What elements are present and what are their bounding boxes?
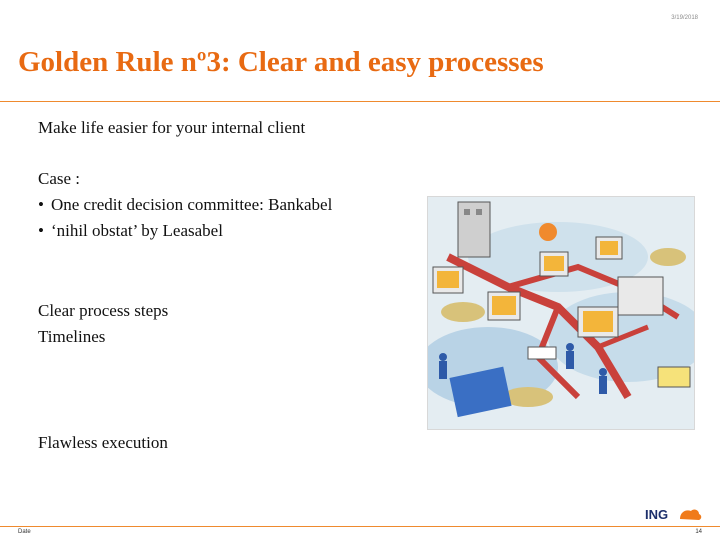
intro-line: Make life easier for your internal client xyxy=(38,118,306,137)
bullet-text: One credit decision committee: Bankabel xyxy=(50,195,333,214)
bullet-item: • One credit decision committee: Bankabel xyxy=(38,195,333,214)
ing-logo xyxy=(644,505,704,523)
flawless-line: Flawless execution xyxy=(38,433,168,452)
timelines-line: Timelines xyxy=(38,327,106,346)
slide-date: 3/19/2018 xyxy=(671,15,698,21)
case-label: Case : xyxy=(38,169,81,188)
footer-date-label: Date xyxy=(18,529,31,535)
process-illustration xyxy=(427,196,695,430)
steps-line: Clear process steps xyxy=(38,301,169,320)
logo-text: ING xyxy=(645,507,669,522)
footer-divider xyxy=(0,526,720,527)
case-block xyxy=(38,166,332,244)
steps-block xyxy=(38,298,168,350)
title-divider xyxy=(0,101,720,102)
slide-title: Golden Rule nº3: Clear and easy processes xyxy=(18,46,544,78)
page-number: 14 xyxy=(695,529,702,535)
bullet-item: • ‘nihil obstat’ by Leasabel xyxy=(38,221,223,240)
illustration-drawing xyxy=(428,197,694,429)
bullet-text: ‘nihil obstat’ by Leasabel xyxy=(50,221,223,240)
ing-lion-icon xyxy=(644,505,704,523)
